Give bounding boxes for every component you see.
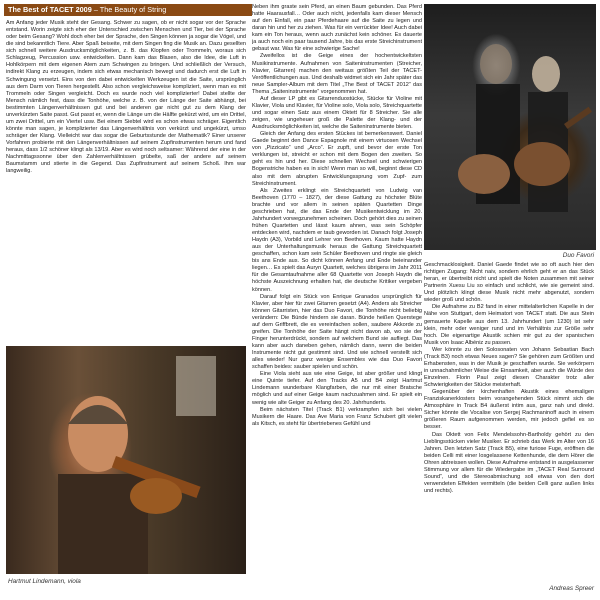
paragraph: Geschmacklosigkeit. Daniel Gaede findet wie so oft auch hier den richtigen Zugang: Nicht naiv, sondern ehrlich geht er an das Stück heran, er übertreibt nicht und spielt die Noten zusammen mit seiner Partnerin Xuesu Liu so einfach und schlicht, wie sie gemeint sind. Und plötzlich klingt diese Musik nicht mehr abgenutzt, sondern wieder groß und schön. (424, 262, 594, 304)
header-title: The Best of TACET 2009 (8, 5, 92, 14)
header-subtitle: – The Beauty of String (91, 5, 167, 14)
text-column-left (6, 20, 246, 342)
paragraph: Das Oktett von Felix Mendelssohn-Bartholdy gehört zu den Lieblingsstücken vieler Musiker. Er schrieb das Werk im Alter von 16 Jahren. Den letzten Satz (Track B5), eine furiose Fuge, eröffnen die beiden Celli mit einer losgelassene Kettenhunde, die dem Hörer die Ohren abtreissen wollen. Diese Aufnahme entstand in ausgelassener Stimmung vor allem für die Wiedergabe im „TACET Real Surround Sound“, und die Stereoabmischung soll etwas von den dort verwendeten Effekten vermitteln (die beiden Celli ganz außen links und rechts). (424, 431, 594, 494)
paragraph: Beim nächsten Titel (Track B1) verkrampfen sich bei vielen Musikern die Haare. Das Ave Maria von Franz Schubert gilt vielen als Kitsch, es steht für übertriebenes Gefühl und (252, 406, 422, 427)
photo-caption-left: Hartmut Lindemann, viola (8, 578, 81, 585)
paragraph: Zweifellos ist die Geige eines der hochentwickeltsten Musikinstrumente. Aufnahmen von Saiteninstrumenten (Streicher, Klavier, Gitarren) machen den weitaus größten Teil der TACET-Veröffentlichungen aus. Und deshalb widmet sich ein Jahr später das neue Sampler-Album mit dem Titel „The Best of TACET 2012“ das Thema „Saiteninstrumente“ vorgenommen hat. (252, 53, 422, 95)
violist-illustration (6, 346, 246, 574)
paragraph: Gegenüber der kirchenhaften Akustik eines ehemaligen Franziskanerklosters beim vorangehenden Stück nimmt sich die Atmosphäre in Track B4 äußerst intim aus, ganz nah und direkt. Sicher könnte die Vocalise von Sergej Rachmaninoff auch in einem größeren Raum aufgenommen werden, mir jedoch gefiel es so besser. (424, 389, 594, 431)
hartmut-lindemann-photo (6, 346, 246, 574)
text-column-middle (252, 4, 422, 594)
paragraph: Gleich der Anfang des ersten Stückes ist bemerkenswert. Daniel Gaede beginnt den Dance Espagnole mit einem virtuosen Wechsel von „Pizzicato“ und „Arco“. Er zupft, und bevor der erste Ton verklungen ist, streicht er schon mit dem Bogen den zweiten. So geht es hin und her. Diese schnellen Wechsel und schwierigen Bogenstriche haben es in sich! Wenn man so will, beginnt diese CD also mit dem abrupten Entwicklungssprung vom Zupf- zum Streichinstrument. (252, 131, 422, 187)
paragraph: Die Aufnahme zu B2 fand in einer mittelalterlichen Kapelle in der Nähe von Stuttgart, dem Heimatort von TACET statt. Die aus Stein gemauerte Kapelle aus dem 13. Jahrhundert (um 1230) ist sehr klein, mehr oder weniger rund und im Verhältnis zur Größe sehr hoch. Die eigenartige Akustik schien mir gut zu der spanischen Musik von Isaac Albéniz zu passen. (424, 304, 594, 346)
paragraph: Neben ihm graste sein Pferd, an einen Baum gebunden. Das Pferd hatte Haarausfall… Oder auch nicht, jedenfalls kam dieser Mensch auf den Einfall, ein paar Pferdehaare auf die Saite zu legen und daran hin und her zu ziehen. Was für ein verrückter Idee! Auch dabei kam ein Ton heraus, wenn auch zunächst kein schöner. Es dauerte ja auch noch ein paar tausend Jahre, bis das erste Streichinstrument gebaut war. Was für eine schwierige Sache! (252, 4, 422, 53)
paragraph: Auf dieser LP gibt es Gitarrenduostücke, Stücke für Violine mit Klavier, Viola und Klavier, für Violine solo, Viola solo, Streichquartette und sogar einen Satz aus einem Oktett für 8 Streicher. Sie alle zeigen, wie ungeheuer groß die Palette der Klang- und der Ausdrucksmöglichkeiten ist, welche die Saiteninstrumente bieten. (252, 95, 422, 131)
duo-favori-photo (424, 4, 596, 250)
page-header (4, 4, 252, 16)
paragraph: Darauf folgt ein Stück von Enrique Granados ursprünglich für Klavier, aber hier für zwei Gitarren gesetzt (A4). Anders als Streicher können Gitarristen, hier das Duo Favori, die Tonhöhe nicht beliebig verändern: Die Bünde hindern sie daran. Bünde heißen Querstege auf dem Griffbrett, die es vereinfachen sollen, saubere Akkorde zu greifen. Die Tonhöhe der Saite hängt nicht davon ab, wo sie der Finger herunterdrückt, sondern auf welchem Bund sie aufliegt. Das kann aber auch daneben gehen, nämlich dann, wenn die beiden Instrumente nicht gut gestimmt sind. Und wie schnell verstellt sich alles wieder! Nur ganz wenige Ensembles wie das Duo Favori schaffen beides: sauber spielen und schön. (252, 293, 422, 371)
paragraph: Als Zweites erklingt ein Streichquartett von Ludwig van Beethoven (1770 – 1827), der diese Gattung zu höchster Blüte brachte und vor allem in seinen späten Quartetten Dinge geschrieben hat, die das Ende der Musikentwicklung im 20. Jahrhundert vorwegzunehmen scheinen. Doch gehört dies zu seinen frühen Quartetten und lässt kaum ahnen, was sein Schöpfer entdecken wird, nachdem er taub geworden ist. Danach folgt Joseph Haydn (A3), Vorbild und Lehrer von Beethoven. Kaum hatte Haydn aus der Unterhaltungsmusik heraus die Gattung Streichquartett geschaffen, schon kam sein Schüler Beethoven und ringte sie gleich bis ans Ende aus. So dicht können Anfang und Ende beieinander liegen… Es spielt das Auryn Quartett, welches übrigens im Jahr 2011 für die Gesamtaufnahme aller 68 Quartette von Joseph Haydn die höchste Auszeichnung erhalten hat, die deutsche Kritiker vergeben können. (252, 187, 422, 293)
paragraph: Wer könnte zu den Solosonaten von Johann Sebastian Bach (Track B3) noch etwas Neues sagen? Sie gehören zum Größten und Erhabensten, was in der Musik je geschaffen wurde. Sie verkörpern in unnachahmlicher Weise die Einsamkeit, aber auch die Würde des Einzelnen. Florin Paul zeigt diesen Charakter trotz aller Schwierigkeiten der Stücke meisterhaft. (424, 346, 594, 389)
guitarists-illustration (424, 4, 596, 250)
text-column-right (424, 262, 594, 574)
photo-caption-right: Duo Favori (562, 252, 594, 259)
paragraph: Eine Viola sieht aus wie eine Geige, ist aber größer und klingt eine Quinte tiefer. Auf den Tracks A5 und B4 zeigt Hartmut Lindemann wunderbare Klangfarben, die nur mit einer Bratsche möglich und auf einer Geige kaum nachzuahmen sind. Er spielt ein wenig wie alte Geiger zu Anfang des 20. Jahrhunderts. (252, 371, 422, 406)
paragraph: Am Anfang jeder Musik steht der Gesang. Schwer zu sagen, ob er nicht sogar vor der Sprache entstand. Worin zeigte sich eher der Unterschied zwischen Menschen und Tier, bei der Sprache oder beim Gesang? Wohl doch eher bei der Sprache, den Singen können ja sogar die Vögel, und die sind bekanntlich Tiere. Aber Spaß beiseite, mit dem Singen fing die Musik an. Dazu gesellten sich schnell weitere Ausdrucksmöglichkeiten, z. B. das Klopfen oder Trommeln, woraus sich Schlagzeug, Percussion usw. entwickelten. Dann kam das Blasen, also die Idee, die Luft in Hohlkörpern mit dem eigenen Atem zum Schwingen zu bringen. Und schließlich der Versuch, indirekt Klang zu erzeugen, indem sich etwas mechanisch bewegt und dadurch erst die Luft in Schwingung versetzt. Eins von den dabei entwickelten Werkzeugen ist die Saite, ursprünglich aus dem Darm von Tieren hergestellt. Also schon vergleichsweise kompliziert, wenn man es mit Trommeln oder Singen vergleicht. Doch es wurde noch viel komplizierter! Dabei stellte der Mensch nämlich fest, dass die Tonhöhe, welche z. B. von der Länge der Saite abhängt, bei bestimmten Längenverhältnissen gut und bei anderen gar nicht gut zu dem Klang der unverkürzten Saite passt. Gut passt er, wenn die Länge um die Hälfte gekürzt wird, um ein Drittel, um zwei Drittel, um ein Viertel usw. Bei einem Siebtel wird es schon etwas schräger. Eigentlich könnte man sagen, je komplizierter das Längenverhältnis von verkürzt und ungekürzt, umso schräger der Klang. Vielleicht war das sogar die Geburtsstunde der Mathematik? Einer unserer Vorfahren probierte mit den Längenverhältnissen auf seinem Zupfinstrumenten herum und fand heraus, dass 1/2 schöner klingt als 13/19. Aber es wird noch seltsamer: Während der eine in der Nachmittagssonne über den Zahlenverhältnissen grübelte, saß der andere auf seinem Baumstamm und stierte in die Gegend. Das Zupfinstrument auf seinem Schoß. Ihm war langweilig. (6, 20, 246, 175)
author-signature: Andreas Spreer (549, 585, 594, 592)
